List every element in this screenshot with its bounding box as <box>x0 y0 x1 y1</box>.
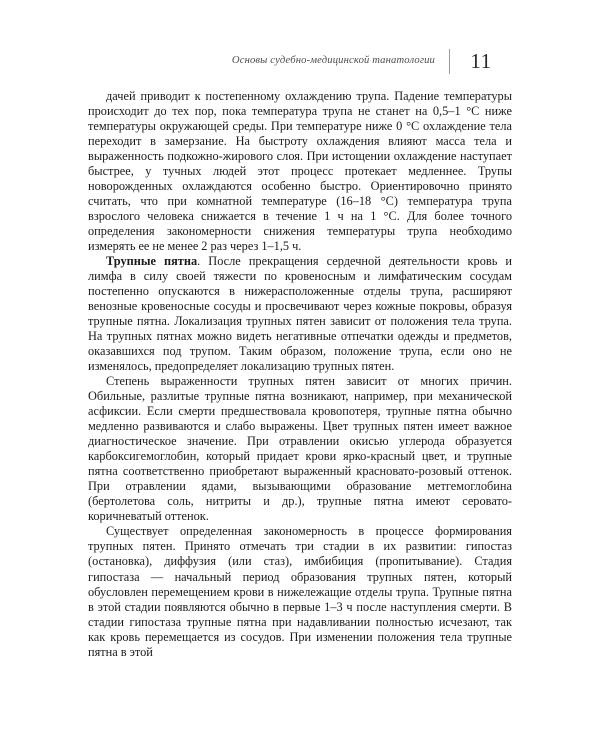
paragraph-livor-stages <box>88 524 512 659</box>
paragraph-text: дачей приводит к постепенному охлаждению трупа. Падение температуры происходит до тех пор, пока температура трупа не станет на 0,5–1 °С ниже температуры окружающей среды. При температуре ниже 0 °С охлаждение тела переходит в замерзание. На быстроту охлаждения влияют масса тела и выраженность подкожно-жирового слоя. При истощении охлаждение наступает быстрее, у тучных людей этот процесс протекает медленнее. Трупы новорожденных охлаждаются особенно быстро. Ориентировочно принято считать, что при комнатной температуре (16–18 °С) температура трупа взрослого человека снижается в течение 1 ч на 1 °С. Для более точного определения закономерности снижения температуры трупа необходимо измерять ее не менее 2 раз через 1–1,5 ч. <box>88 89 512 254</box>
paragraph-cooling <box>88 89 512 254</box>
paragraph-lead-term: Трупные пятна <box>106 254 198 269</box>
paragraph-text: . После прекращения сердечной деятельности кровь и лимфа в силу своей тяжести по кровеносным и лимфатическим сосудам постепенно опускаются в нижерасположенные отделы трупа, расширяют венозные кровеносные сосуды и просвечивают через кожные покровы, образуя трупные пятна. Локализация трупных пятен зависит от положения тела трупа. На трупных пятнах можно видеть негативные отпечатки одежды и предметов, оказавшихся под трупом. Таким образом, положение трупа, если оно не изменялось, предопределяет локализацию трупных пятен. <box>88 254 512 374</box>
paragraph-livor-intensity <box>88 374 512 524</box>
paragraph-text: Существует определенная закономерность в процессе формирования трупных пятен. Принято отмечать три стадии в их развитии: гипостаз (остановка), диффузия (или стаз), имбибиция (пропитывание). Стадия гипостаза — начальный период образования трупных пятен, который обусловлен перемещением крови в нижележащие отделы трупа. Трупные пятна в этой стадии появляются обычно в первые 1–3 ч после наступления смерти. В стадии гипостаза трупные пятна при надавливании полностью исчезают, так как кровь перемещается из сосудов. При изменении положения тела трупные пятна в этой <box>88 524 512 659</box>
paragraph-text: Степень выраженности трупных пятен зависит от многих причин. Обильные, разлитые трупные пятна возникают, например, при механической асфиксии. Если смерти предшествовала кровопотеря, трупные пятна обычно медленно развиваются и слабо выражены. Цвет трупных пятен имеет важное диагностическое значение. При отравлении окисью углерода образуется карбоксигемоглобин, который придает крови ярко-красный цвет, и трупные пятна соответственно приобретают выраженный красновато-розовый оттенок. При отравлении ядами, вызывающими образование метгемоглобина (бертолетова соль, нитриты и др.), трупные пятна имеют серовато-коричневатый оттенок. <box>88 374 512 524</box>
running-head-title: Основы судебно-медицинской танатологии <box>231 54 435 66</box>
page-number: 11 <box>470 48 492 73</box>
body-text-column <box>88 89 512 660</box>
paragraph-livor-definition <box>88 254 512 374</box>
running-head <box>88 48 512 74</box>
